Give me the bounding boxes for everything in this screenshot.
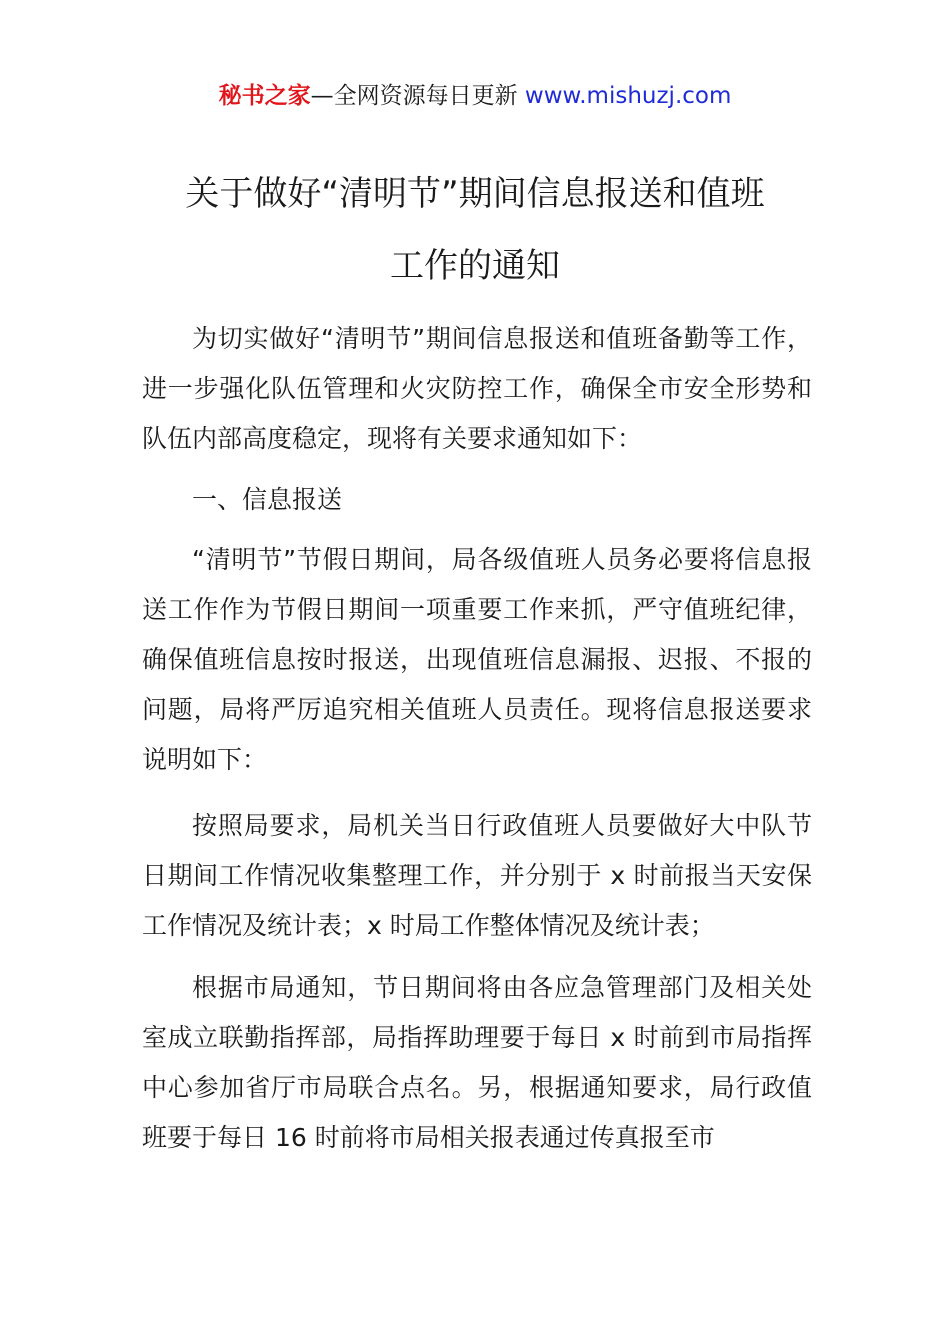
body-paragraph: “清明节”节假日期间，局各级值班人员务必要将信息报送工作作为节假日期间一项重要工作来抓，严守值班纪律，确保值班信息按时报送，出现值班信息漏报、迟报、不报的问题，局将严厉追究相关值班人员责任。现将信息报送要求说明如下： [142,545,812,774]
intro-paragraph: 为切实做好“清明节”期间信息报送和值班备勤等工作，进一步强化队伍管理和火灾防控工作，确保全市安全形势和队伍内部高度稳定，现将有关要求通知如下： [142,324,812,453]
body-paragraph: 根据市局通知，节日期间将由各应急管理部门及相关处室成立联勤指挥部，局指挥助理要于每日 x 时前到市局指挥中心参加省厅市局联合点名。另，根据通知要求，局行政值班要于每日 16 时前将市局相关报表通过传真报至市 [142,973,812,1152]
body-paragraph: 按照局要求，局机关当日行政值班人员要做好大中队节日期间工作情况收集整理工作，并分别于 x 时前报当天安保工作情况及统计表；x 时局工作整体情况及统计表； [142,811,812,940]
site-url-link[interactable]: www.mishuzj.com [524,83,732,109]
site-banner [0,80,950,112]
document-title-line-2: 工作的通知 [390,246,560,286]
brand-name: 秘书之家 [218,83,311,109]
section-heading: 一、信息报送 [192,485,343,514]
document-title-line-1: 关于做好“清明节”期间信息报送和值班 [185,174,765,214]
banner-slogan: —全网资源每日更新 [310,83,525,109]
